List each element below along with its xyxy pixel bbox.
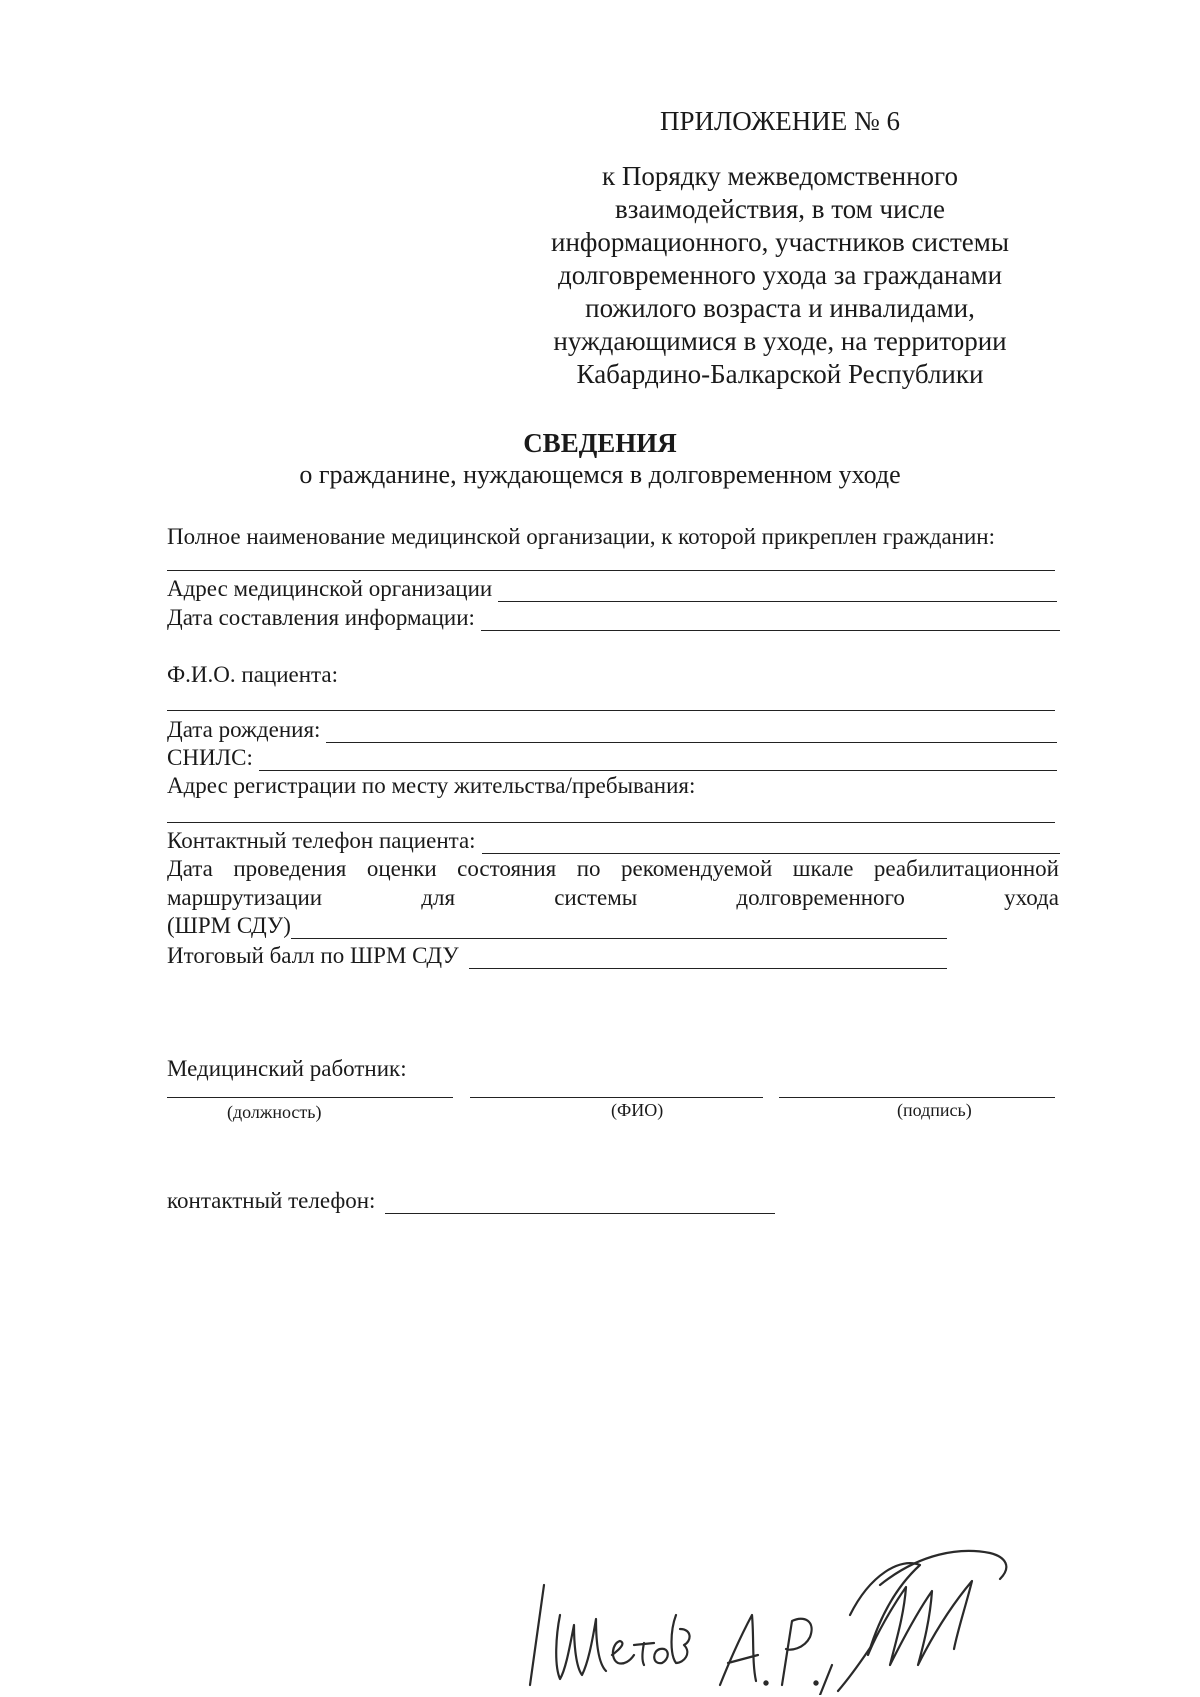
contact-phone-patient-field[interactable] (482, 831, 1060, 854)
assessment-date-line1 (167, 856, 1059, 882)
info-date-field[interactable] (481, 608, 1060, 631)
snils-row (167, 745, 1057, 771)
appendix-line: пожилого возраста и инвалидами, (585, 293, 975, 323)
assessment-date-field[interactable] (291, 916, 947, 939)
assessment-date-line2 (167, 885, 1059, 911)
medical-worker-row (167, 1056, 407, 1082)
contact-phone-label: контактный телефон: (167, 1188, 376, 1213)
assessment-date-line3 (167, 913, 947, 939)
document-subtitle: о гражданине, нуждающемся в долговременном уходе (299, 460, 901, 489)
registration-address-row (167, 773, 1057, 799)
snils-label: СНИЛС: (167, 745, 253, 770)
org-address-row (167, 576, 1057, 602)
assessment-word: долговременного (736, 885, 905, 910)
handwritten-signature (520, 1545, 1120, 1695)
org-full-name-field[interactable] (167, 570, 1055, 571)
total-score-row (167, 943, 947, 969)
name-caption: (ФИО) (611, 1100, 664, 1120)
info-date-label: Дата составления информации: (167, 605, 475, 630)
position-field[interactable] (167, 1097, 453, 1098)
snils-field[interactable] (259, 748, 1057, 771)
document-title: СВЕДЕНИЯ (523, 428, 677, 458)
position-caption: (должность) (227, 1102, 322, 1122)
patient-name-row (167, 662, 1057, 688)
contact-phone-patient-label: Контактный телефон пациента: (167, 828, 476, 853)
contact-phone-patient-row (167, 828, 1060, 854)
org-full-name-label: Полное наименование медицинской организации, к которой прикреплен гражданин: (167, 524, 995, 549)
contact-phone-field[interactable] (385, 1191, 775, 1214)
name-field[interactable] (470, 1097, 763, 1098)
registration-address-field[interactable] (167, 822, 1055, 823)
birth-date-label: Дата рождения: (167, 717, 321, 742)
org-address-label: Адрес медицинской организации (167, 576, 493, 601)
total-score-label: Итоговый балл по ШРМ СДУ (167, 943, 459, 968)
appendix-line: информационного, участников системы (551, 227, 1009, 257)
assessment-date-label-line3: (ШРМ СДУ) (167, 913, 291, 938)
medical-worker-label: Медицинский работник: (167, 1056, 407, 1081)
assessment-word: маршрутизации (167, 885, 323, 910)
assessment-date-label-line1: Дата проведения оценки состояния по рекомендуемой шкале реабилитационной (167, 856, 1059, 881)
appendix-line: взаимодействия, в том числе (615, 194, 945, 224)
org-full-name-row (167, 524, 1057, 550)
registration-address-label: Адрес регистрации по месту жительства/пребывания: (167, 773, 696, 798)
appendix-line: долговременного ухода за гражданами (557, 260, 1003, 290)
appendix-number: ПРИЛОЖЕНИЕ № 6 (659, 106, 901, 136)
org-address-field[interactable] (498, 579, 1057, 602)
patient-name-label: Ф.И.О. пациента: (167, 662, 338, 687)
appendix-line: Кабардино-Балкарской Республики (576, 359, 984, 389)
patient-name-field[interactable] (167, 710, 1055, 711)
signature-field[interactable] (779, 1097, 1055, 1098)
signature-caption: (подпись) (897, 1100, 972, 1120)
assessment-word: ухода (1004, 885, 1059, 910)
contact-phone-row (167, 1188, 775, 1214)
birth-date-row (167, 717, 1057, 743)
appendix-line: нуждающимися в уходе, на территории (553, 326, 1007, 356)
info-date-row (167, 605, 1060, 631)
appendix-reference (540, 160, 1020, 391)
birth-date-field[interactable] (326, 720, 1057, 743)
appendix-line: к Порядку межведомственного (602, 161, 958, 191)
total-score-field[interactable] (469, 946, 947, 969)
assessment-word: для (421, 885, 456, 910)
assessment-word: системы (554, 885, 638, 910)
